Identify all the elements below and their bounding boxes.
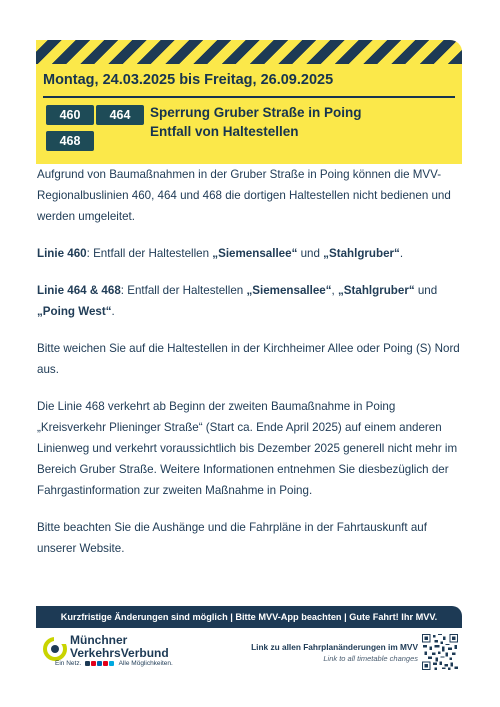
stop-siemensallee: „Siemensallee“ [212, 247, 298, 260]
alternative-paragraph: Bitte weichen Sie auf die Haltestellen in der Kirchheimer Allee oder Poing (S) Nord aus. [37, 342, 460, 376]
stop-stahlgruber: „Stahlgruber“ [323, 247, 400, 260]
closing-paragraph: Bitte beachten Sie die Aushänge und die Fahrpläne in der Fahrtauskunft auf unserer Website. [37, 521, 427, 555]
line-badge-464: 464 [96, 105, 144, 125]
intro-paragraph: Aufgrund von Baumaßnahmen in der Gruber Straße in Poing können die MVV-Regionalbuslinien 460, 464 und 468 die dortigen Haltestellen nicht bedienen und werden umgeleitet. [37, 168, 451, 223]
footer-bar: Kurzfristige Änderungen sind möglich | Bitte MVV-App beachten | Gute Fahrt! Ihr MVV. [36, 606, 462, 628]
timetable-link-title[interactable]: Link zu allen Fahrplanänderungen im MVV [251, 642, 418, 652]
logo-icon [42, 636, 68, 662]
qr-code-icon[interactable] [422, 634, 458, 670]
tagline-left: Ein Netz. [55, 660, 82, 668]
timetable-link-subtitle[interactable]: Link to all timetable changes [323, 654, 418, 663]
line-464-text: : Entfall der Haltestellen [120, 284, 247, 297]
logo-line-1: Münchner [70, 633, 128, 647]
line-464-comma: , [331, 284, 338, 297]
line-464-conj: und [414, 284, 438, 297]
line-badge-468: 468 [46, 131, 94, 151]
stop-siemensallee-2: „Siemensallee“ [246, 284, 332, 297]
stop-poing-west: „Poing West“ [37, 305, 112, 318]
line-464-468-paragraph [37, 280, 467, 322]
line-460-paragraph [37, 243, 467, 264]
notice-header [36, 40, 462, 164]
header-divider [43, 96, 455, 98]
line-460-text: : Entfall der Haltestellen [86, 247, 213, 260]
tagline [55, 660, 173, 667]
date-range: Montag, 24.03.2025 bis Freitag, 26.09.2025 [43, 72, 334, 88]
mode-icons [85, 660, 115, 667]
hazard-stripes [36, 40, 462, 64]
notice-body [37, 164, 467, 575]
notice-subtitle: Entfall von Haltestellen [150, 124, 299, 139]
line-468-info-paragraph: Die Linie 468 verkehrt ab Beginn der zweiten Baumaßnahme in Poing „Kreisverkehr Plieninger Straße“ (Start ca. Ende April 2025) auf einem anderen Linienweg und verkehrt voraussichtlich bis Dezember 2025 generell nicht mehr im Bereich Gruber Straße. Weitere Informationen entnehmen Sie diesbezüglich der Fahrgastinformation zur zweiten Maßnahme in Poing. [37, 400, 458, 497]
line-460-end: . [399, 247, 404, 260]
line-464-468-label: Linie 464 & 468 [37, 284, 121, 297]
line-464-end: . [111, 305, 115, 318]
stop-stahlgruber-2: „Stahlgruber“ [337, 284, 415, 297]
notice-title: Sperrung Gruber Straße in Poing [150, 105, 362, 120]
line-460-conj: und [297, 247, 324, 260]
line-460-label: Linie 460 [37, 247, 87, 260]
line-badge-460: 460 [46, 105, 94, 125]
tagline-right: Alle Möglichkeiten. [118, 660, 173, 668]
logo-line-2: VerkehrsVerbund [70, 646, 169, 660]
